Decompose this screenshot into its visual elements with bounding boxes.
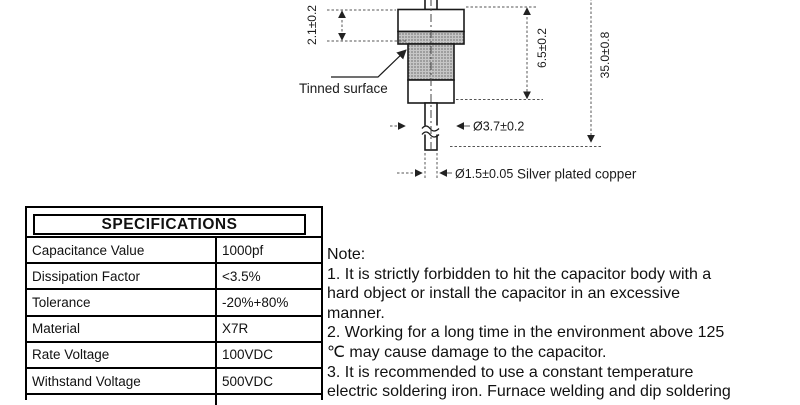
table-row (27, 317, 321, 343)
dim-lead-diameter-label: Ø1.5±0.05 (455, 167, 514, 181)
spec-label-cell: Capacitance Value (27, 238, 217, 262)
note-line: electric soldering iron. Furnace welding and dip soldering (327, 383, 731, 401)
dim-ceramic-height (456, 7, 549, 100)
dim-cap-height (305, 5, 406, 45)
lead-material-label: Silver plated copper (517, 166, 637, 182)
note-line: hard object or install the capacitor in an excessive (327, 285, 681, 303)
table-row (27, 238, 321, 264)
dim-total-length-label: 35.0±0.8 (598, 31, 612, 79)
tinned-surface-label: Tinned surface (299, 81, 388, 96)
spec-label-cell: Rate Voltage (27, 343, 217, 367)
specifications-table (25, 206, 323, 400)
note-line: 3. It is recommended to use a constant temperature (327, 363, 694, 381)
note-line: ℃ may cause damage to the capacitor. (327, 343, 607, 361)
spec-value-cell: 500VDC (222, 373, 274, 389)
spec-value-cell: <3.5% (222, 268, 261, 284)
dim-body-diameter (390, 120, 524, 134)
dim-lead-diameter (397, 153, 637, 182)
table-row-partial (27, 395, 321, 405)
spec-table-title: SPECIFICATIONS (33, 214, 306, 235)
note-line: 1. It is strictly forbidden to hit the capacitor body with a (327, 265, 712, 283)
spec-value-cell: 100VDC (222, 347, 274, 363)
table-row (27, 264, 321, 290)
table-row (27, 290, 321, 316)
notes-block (327, 245, 797, 402)
spec-label-cell: Dissipation Factor (27, 264, 217, 288)
spec-value-cell: X7R (222, 321, 249, 337)
table-row (27, 369, 321, 395)
table-row (27, 343, 321, 369)
spec-label-cell: Withstand Voltage (27, 369, 217, 393)
spec-label-cell: Tolerance (27, 290, 217, 314)
dim-body-diameter-label: Ø3.7±0.2 (473, 119, 525, 134)
dim-cap-height-label: 2.1±0.2 (305, 5, 319, 45)
spec-value-cell: -20%+80% (222, 294, 289, 310)
spec-table-header-row (27, 208, 321, 238)
note-line: manner. (327, 304, 385, 322)
spec-label-cell: Material (27, 317, 217, 341)
note-heading: Note: (327, 246, 366, 263)
dim-ceramic-height-label: 6.5±0.2 (535, 28, 549, 68)
spec-label-cell (27, 395, 217, 405)
tinned-surface-callout (299, 50, 406, 96)
spec-value-cell: 1000pf (222, 242, 264, 258)
note-line: 2. Working for a long time in the environment above 125 (327, 324, 725, 342)
spec-value-cell (217, 395, 321, 405)
